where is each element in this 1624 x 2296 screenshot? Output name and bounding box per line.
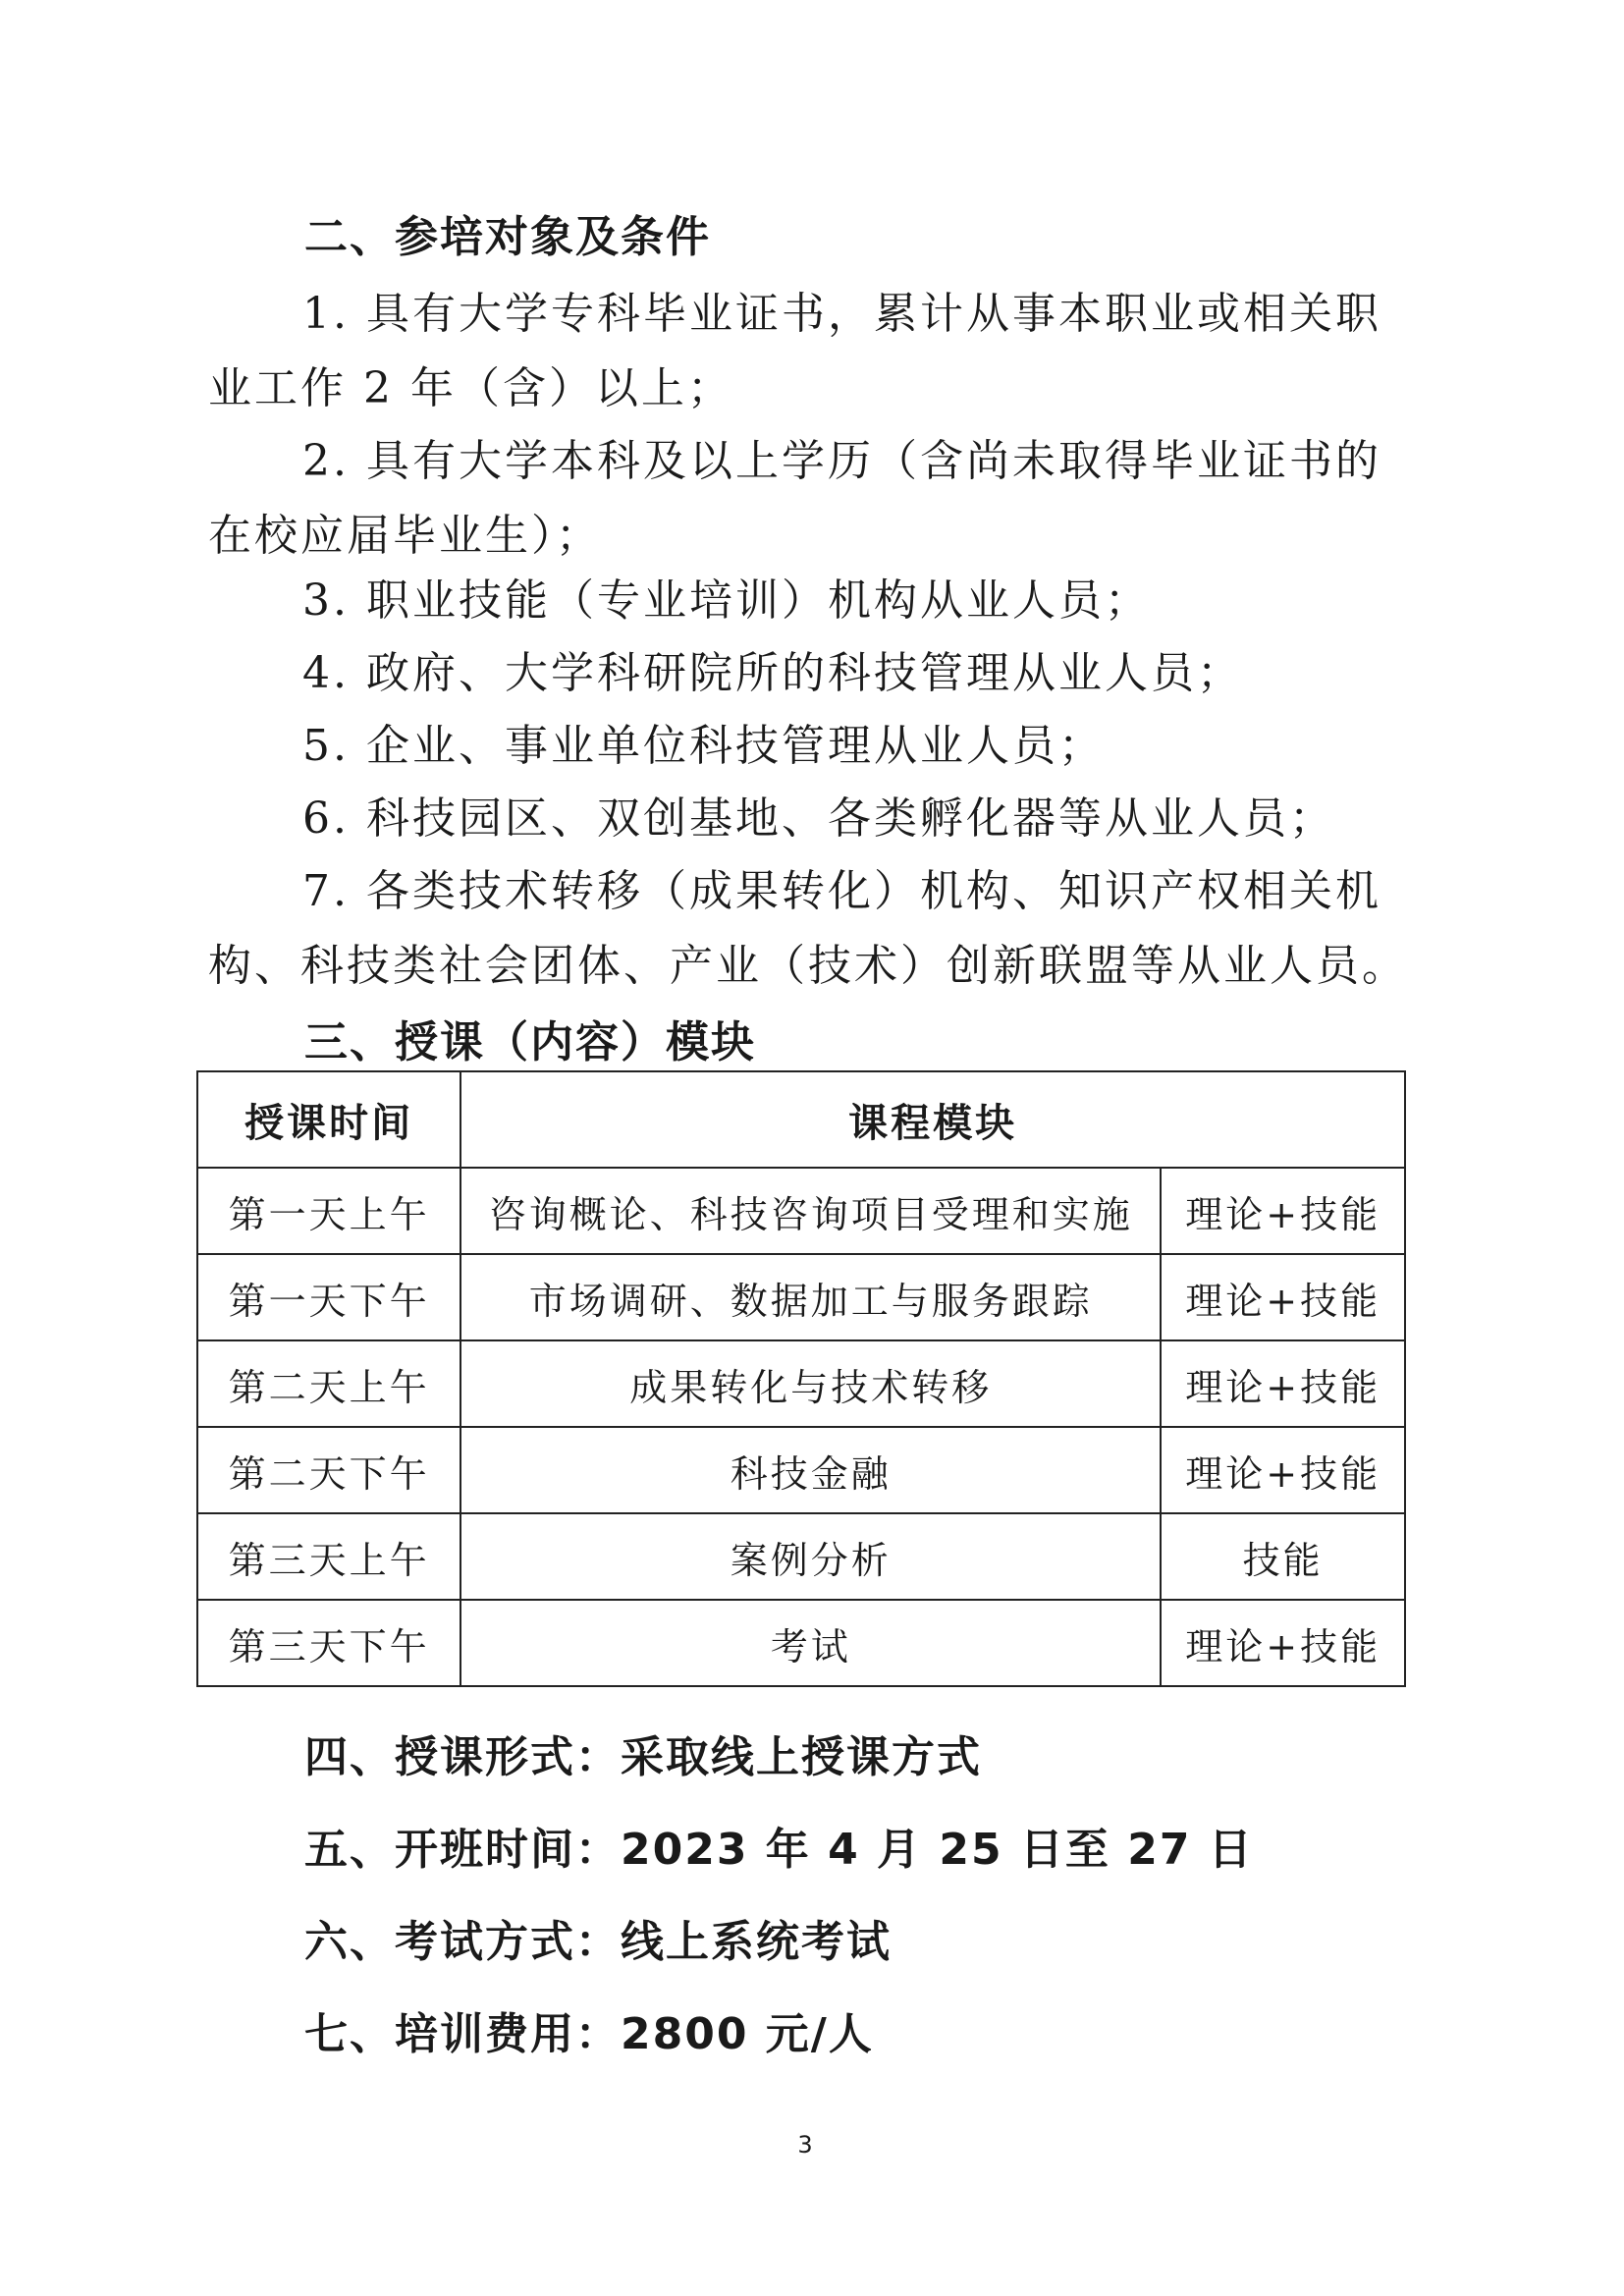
cell-module: 市场调研、数据加工与服务跟踪 (460, 1254, 1161, 1340)
course-module-table (196, 1070, 1406, 1687)
cell-module: 咨询概论、科技咨询项目受理和实施 (460, 1168, 1161, 1254)
section-5-heading: 五、开班时间：2023 年 4 月 25 日至 27 日 (304, 1825, 1254, 1875)
section-6-heading: 六、考试方式：线上系统考试 (304, 1917, 892, 1967)
section-2-item-6: 6. 科技园区、双创基地、各类孵化器等从业人员； (302, 793, 1335, 844)
header-time: 授课时间 (197, 1071, 460, 1168)
section-2-heading: 二、参培对象及条件 (304, 212, 711, 262)
cell-type: 理论+技能 (1161, 1254, 1405, 1340)
cell-type: 理论+技能 (1161, 1427, 1405, 1513)
cell-module: 科技金融 (460, 1427, 1161, 1513)
cell-time: 第三天上午 (197, 1513, 460, 1600)
cell-module: 案例分析 (460, 1513, 1161, 1600)
table-header-row (197, 1071, 1405, 1168)
section-2-item-5: 5. 企业、事业单位科技管理从业人员； (302, 721, 1105, 771)
cell-time: 第一天下午 (197, 1254, 460, 1340)
table-row (197, 1600, 1405, 1686)
table-row (197, 1427, 1405, 1513)
section-4-heading: 四、授课形式：采取线上授课方式 (304, 1732, 982, 1782)
table-row (197, 1340, 1405, 1427)
page-number: 3 (797, 2131, 813, 2159)
cell-time: 第二天下午 (197, 1427, 460, 1513)
section-2-item-1: 1. 具有大学专科毕业证书，累计从事本职业或相关职业工作 2 年（含）以上； (208, 289, 1381, 413)
section-2-item-3: 3. 职业技能（专业培训）机构从业人员； (302, 575, 1151, 626)
section-2-item-4: 4. 政府、大学科研院所的科技管理从业人员； (302, 648, 1243, 698)
section-3-heading: 三、授课（内容）模块 (304, 1017, 756, 1067)
section-2-item-2: 2. 具有大学本科及以上学历（含尚未取得毕业证书的在校应届毕业生）； (208, 436, 1381, 561)
cell-time: 第二天上午 (197, 1340, 460, 1427)
cell-module: 考试 (460, 1600, 1161, 1686)
cell-type: 理论+技能 (1161, 1340, 1405, 1427)
section-7-heading: 七、培训费用：2800 元/人 (304, 2009, 874, 2059)
cell-time: 第三天下午 (197, 1600, 460, 1686)
table-row (197, 1513, 1405, 1600)
header-module: 课程模块 (460, 1071, 1405, 1168)
table-row (197, 1254, 1405, 1340)
cell-module: 成果转化与技术转移 (460, 1340, 1161, 1427)
cell-time: 第一天上午 (197, 1168, 460, 1254)
table-row (197, 1168, 1405, 1254)
cell-type: 理论+技能 (1161, 1168, 1405, 1254)
cell-type: 理论+技能 (1161, 1600, 1405, 1686)
section-2-item-7: 7. 各类技术转移（成果转化）机构、知识产权相关机构、科技类社会团体、产业（技术）创新联盟等从业人员。 (208, 866, 1408, 991)
cell-type: 技能 (1161, 1513, 1405, 1600)
